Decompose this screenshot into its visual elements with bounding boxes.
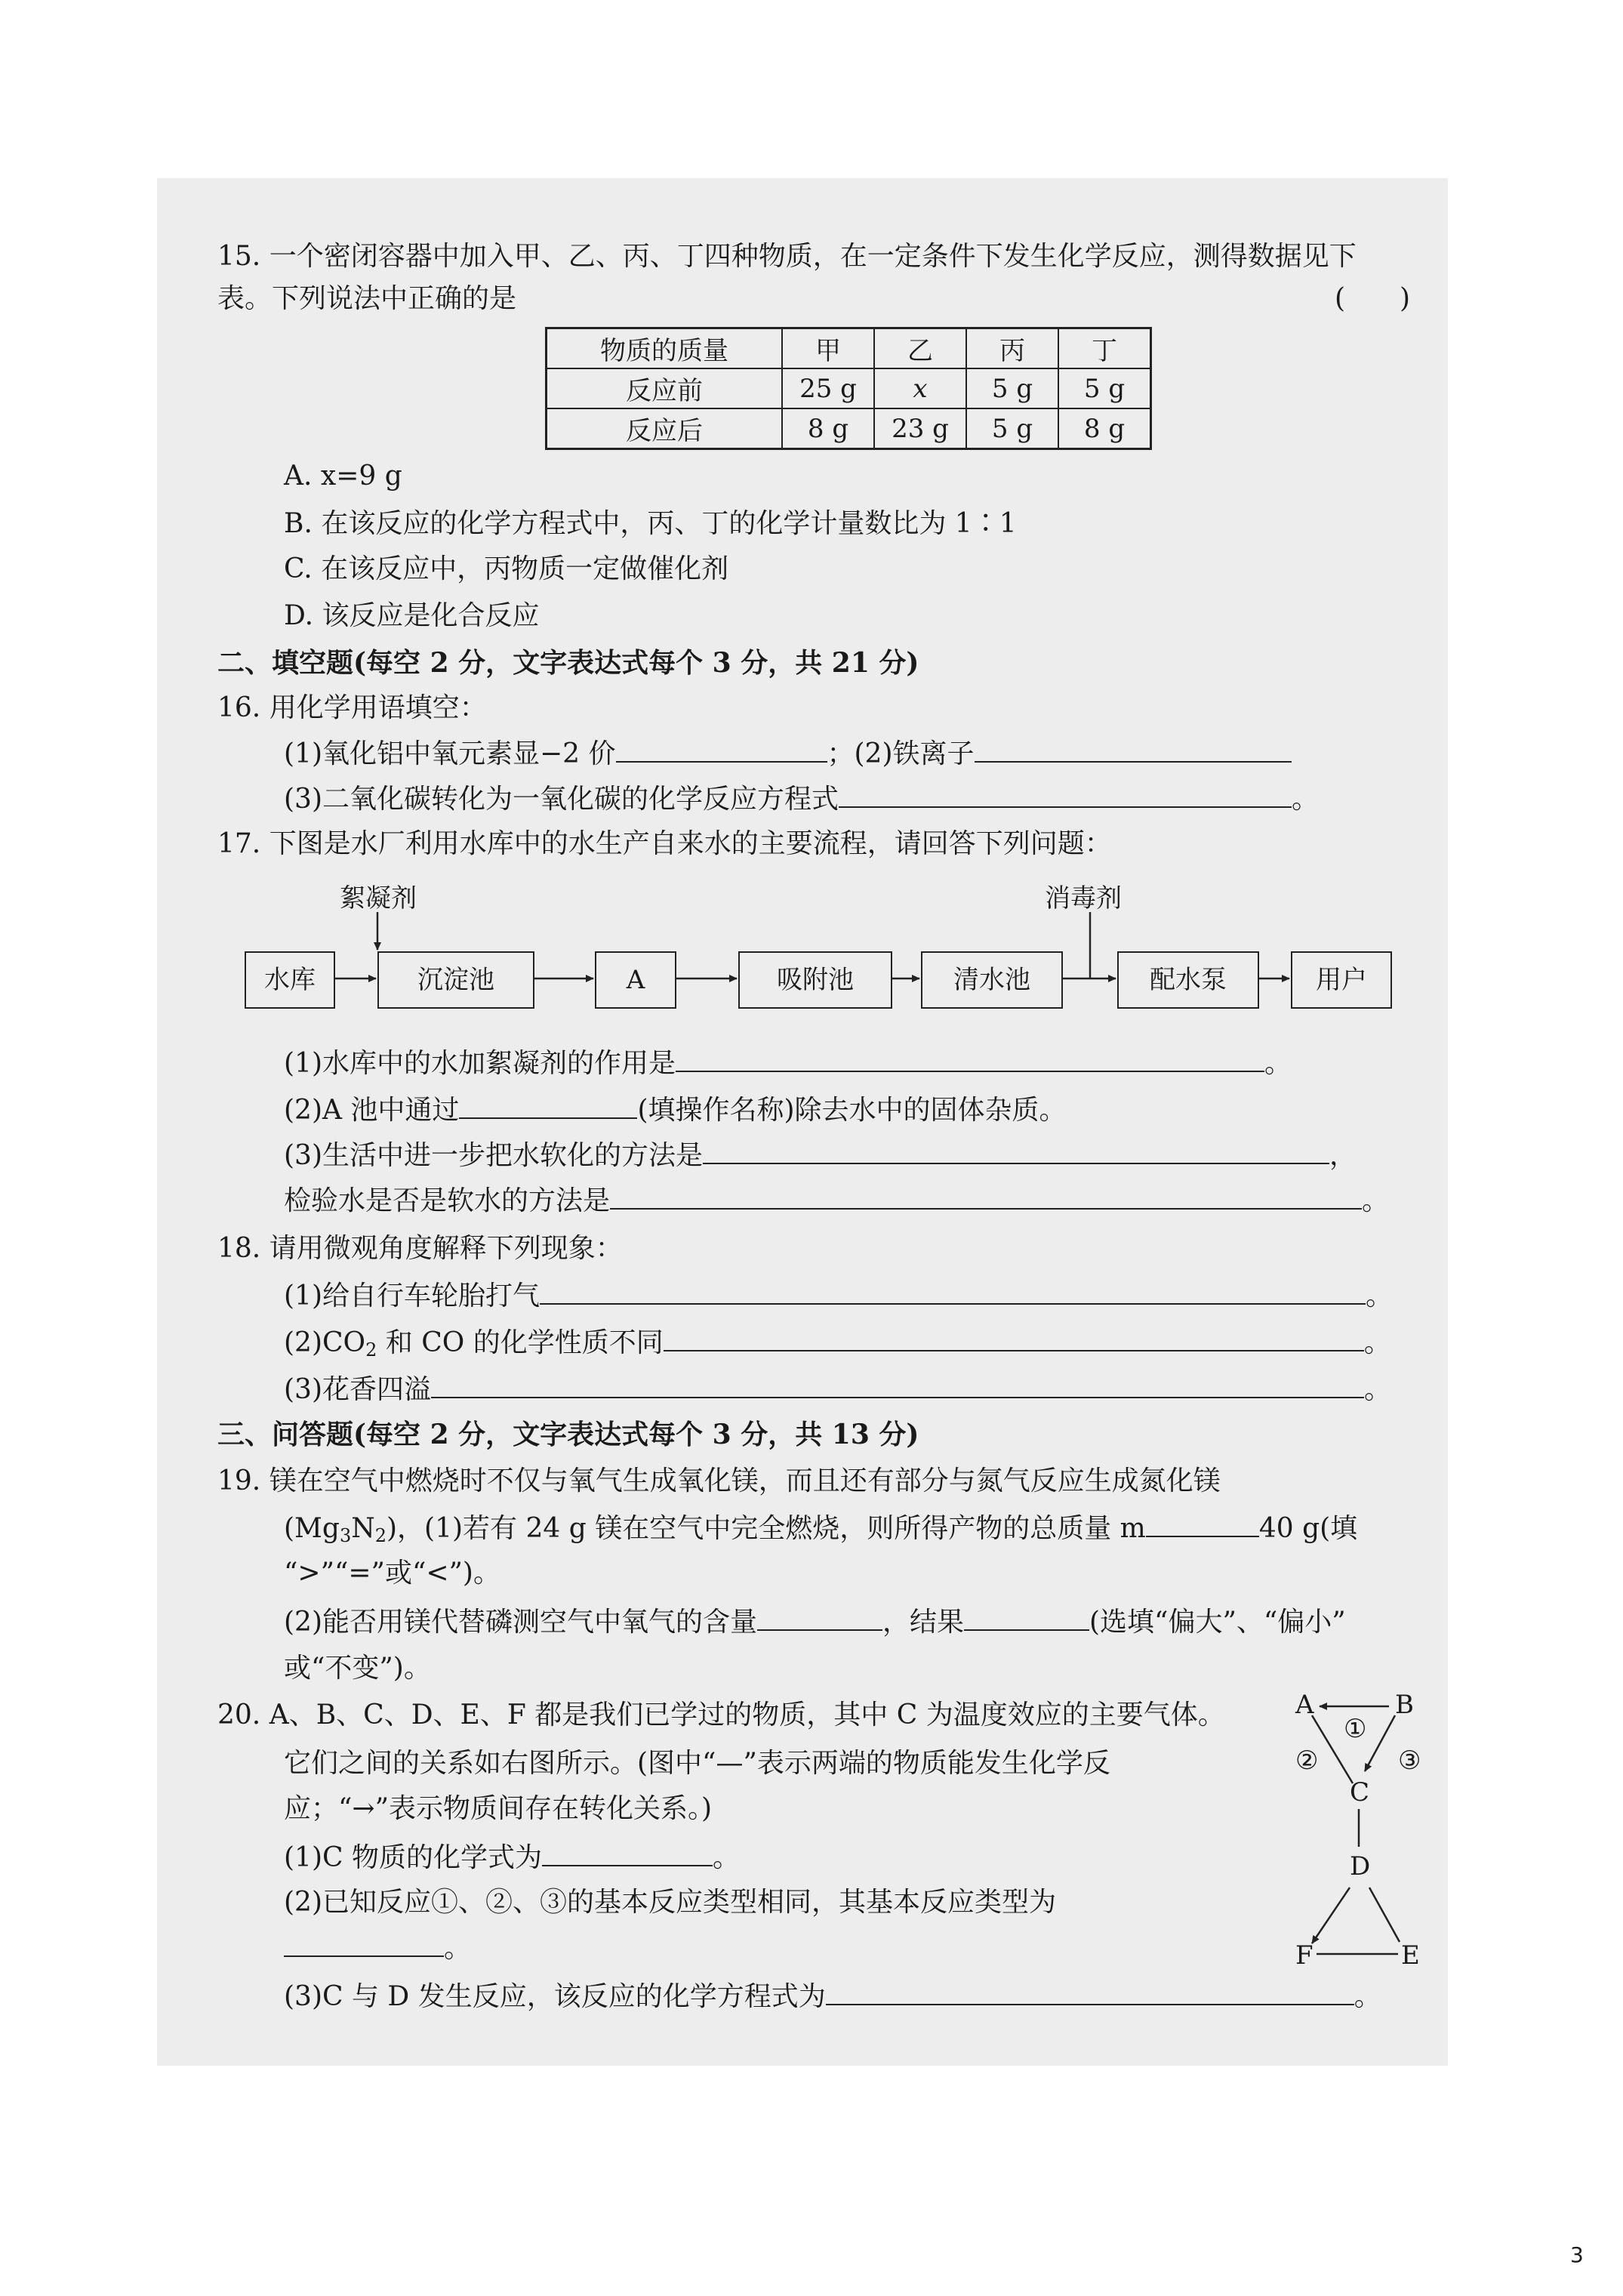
q17-part2a: (2)A 池中通过: [284, 1095, 460, 1126]
q15-option-d: D. 该反应是化合反应: [284, 600, 540, 631]
flow-box-a: A: [595, 951, 676, 1009]
table-cell: x: [874, 368, 966, 408]
disinfectant-label: 消毒剂: [1045, 883, 1122, 914]
q18-part2a: (2)CO: [284, 1327, 366, 1358]
q15-option-c: C. 在该反应中，丙物质一定做催化剂: [284, 553, 729, 584]
q15-line2: 表。下列说法中正确的是: [217, 283, 517, 314]
q17-part1: (1)水库中的水加絮凝剂的作用是: [284, 1048, 676, 1079]
diagram-node-b: B: [1395, 1690, 1414, 1720]
q16-part1: (1)氧化铝中氧元素显−2 价: [284, 738, 616, 769]
table-cell: 乙: [874, 328, 966, 369]
page-number: 3: [1570, 2242, 1584, 2267]
q19-text: )，(1)若有 24 g 镁在空气中完全燃烧，则所得产物的总质量 m: [387, 1513, 1146, 1544]
table-cell: 5 g: [966, 368, 1058, 408]
punctuation: 。: [1366, 1281, 1394, 1311]
q20-part2-line: (2)已知反应①、②、③的基本反应类型相同，其基本反应类型为: [284, 1887, 1056, 1918]
subscript: 2: [365, 1339, 377, 1361]
q17-part3: (3)生活中进一步把水软化的方法是: [284, 1140, 703, 1171]
table-cell: 8 g: [1058, 408, 1151, 449]
q20-line1: 20. A、B、C、D、E、F 都是我们已学过的物质，其中 C 为温度效应的主要气体。: [217, 1700, 1225, 1730]
diagram-node-c: C: [1350, 1777, 1370, 1808]
diagram-node-d: D: [1350, 1851, 1371, 1881]
q16-part3: (3)二氧化碳转化为一氧化碳的化学反应方程式: [284, 784, 839, 815]
q15-option-b: B. 在该反应的化学方程式中，丙、丁的化学计量数比为 1∶1: [284, 508, 1017, 539]
table-cell: 8 g: [782, 408, 874, 449]
table-cell: 23 g: [874, 408, 966, 449]
q19-line1: 19. 镁在空气中燃烧时不仅与氧气生成氧化镁，而且还有部分与氮气反应生成氮化镁: [217, 1465, 1221, 1496]
diagram-node-a: A: [1295, 1690, 1314, 1720]
table-cell: 5 g: [966, 408, 1058, 449]
q18-stem: 18. 请用微观角度解释下列现象：: [217, 1233, 623, 1264]
q16-stem: 16. 用化学用语填空：: [217, 692, 487, 723]
table-cell: 甲: [782, 328, 874, 369]
q16-part2: ；(2)铁离子: [827, 738, 975, 769]
q19-line3: “>”“=”或“<”)。: [284, 1558, 500, 1589]
formula-part: (Mg: [284, 1513, 340, 1544]
flow-box-reservoir: 水库: [245, 951, 335, 1009]
table-cell: 丙: [966, 328, 1058, 369]
q20-line2: 它们之间的关系如右图所示。(图中“—”表示两端的物质能发生化学反: [284, 1748, 1110, 1779]
table-cell: 物质的质量: [547, 328, 783, 369]
section3-heading: 三、问答题(每空 2 分，文字表达式每个 3 分，共 13 分): [217, 1419, 919, 1450]
diagram-label-2: ②: [1295, 1746, 1319, 1776]
q17-part2b: (填操作名称)除去水中的固体杂质。: [637, 1095, 1067, 1126]
punctuation: 。: [1362, 1185, 1390, 1216]
subscript: 3: [339, 1525, 352, 1546]
q19-text: ，结果: [882, 1607, 965, 1638]
q15-answer-paren: ( ): [1335, 283, 1411, 314]
flow-box-sedimentation: 沉淀池: [377, 951, 534, 1009]
flow-box-clear-water: 清水池: [921, 951, 1063, 1009]
table-cell: 反应后: [547, 408, 783, 449]
diagram-node-e: E: [1401, 1940, 1420, 1971]
flow-box-user: 用户: [1291, 951, 1392, 1009]
q18-part1: (1)给自行车轮胎打气: [284, 1281, 540, 1311]
punctuation: 。: [444, 1933, 472, 1964]
diagram-label-1: ①: [1344, 1714, 1367, 1744]
section2-heading: 二、填空题(每空 2 分，文字表达式每个 3 分，共 21 分): [217, 647, 919, 679]
q17-part4: 检验水是否是软水的方法是: [284, 1185, 611, 1216]
punctuation: 。: [1264, 1048, 1292, 1079]
diagram-label-3: ③: [1398, 1746, 1421, 1776]
diagram-node-f: F: [1295, 1940, 1313, 1971]
q18-part2b: 和 CO 的化学性质不同: [377, 1327, 664, 1358]
table-cell: 5 g: [1058, 368, 1151, 408]
q17-stem: 17. 下图是水厂利用水库中的水生产自来水的主要流程，请回答下列问题：: [217, 828, 1112, 859]
q19-text: (选填“偏大”、“偏小”: [1089, 1607, 1346, 1638]
flow-box-pump: 配水泵: [1117, 951, 1259, 1009]
subscript: 2: [374, 1525, 387, 1546]
q20-line3: 应；“→”表示物质间存在转化关系。): [284, 1793, 713, 1824]
q20-part1: (1)C 物质的化学式为: [284, 1842, 542, 1873]
flow-box-adsorption: 吸附池: [738, 951, 892, 1009]
punctuation: 。: [712, 1842, 740, 1873]
table-cell: 25 g: [782, 368, 874, 408]
q19-line5: 或“不变”)。: [284, 1653, 431, 1684]
punctuation: 。: [1292, 784, 1320, 815]
table-cell: 反应前: [547, 368, 783, 408]
punctuation: 。: [1354, 1981, 1381, 2012]
table-cell: 丁: [1058, 328, 1151, 369]
q19-text: (2)能否用镁代替磷测空气中氧气的含量: [284, 1607, 757, 1638]
q20-part3: (3)C 与 D 发生反应，该反应的化学方程式为: [284, 1981, 826, 2012]
relationship-diagram: [157, 178, 1448, 2066]
q15-line1: 15. 一个密闭容器中加入甲、乙、丙、丁四种物质，在一定条件下发生化学反应，测得数据见下: [217, 241, 1357, 272]
coagulant-label: 絮凝剂: [340, 883, 417, 914]
q19-text: 40 g(填: [1258, 1513, 1358, 1544]
punctuation: ，: [1329, 1140, 1357, 1171]
formula-part: N: [351, 1513, 375, 1544]
scanned-page: [157, 178, 1448, 2066]
punctuation: 。: [1363, 1327, 1391, 1358]
q18-part3: (3)花香四溢: [284, 1374, 431, 1405]
punctuation: 。: [1364, 1374, 1392, 1405]
q15-option-a: A. x=9 g: [284, 461, 402, 492]
